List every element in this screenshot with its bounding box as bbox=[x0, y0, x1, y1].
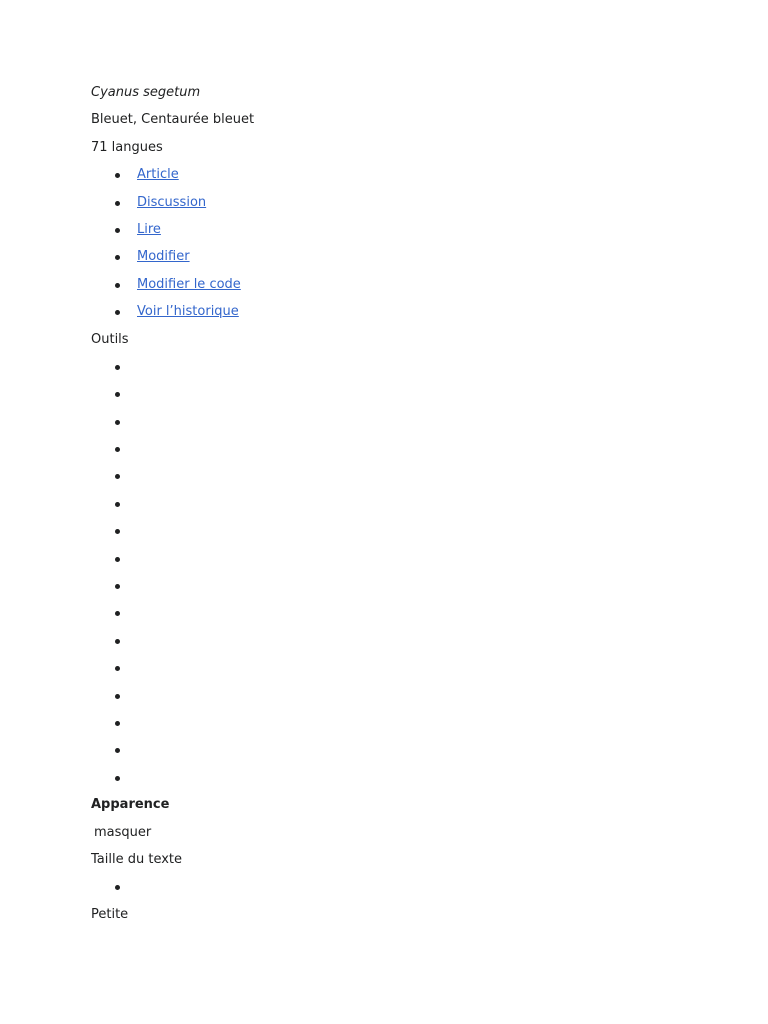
bullet-icon bbox=[115, 201, 120, 206]
text-size-option[interactable] bbox=[91, 878, 691, 905]
bullet-icon bbox=[115, 639, 120, 644]
tab-edit-source-link[interactable]: Modifier le code bbox=[137, 276, 241, 292]
text-size-label: Taille du texte bbox=[91, 851, 182, 867]
tab-read bbox=[91, 221, 691, 248]
tab-discussion bbox=[91, 194, 691, 221]
common-names: Bleuet, Centaurée bleuet bbox=[91, 112, 255, 128]
tab-edit-source bbox=[91, 276, 691, 303]
bullet-icon bbox=[115, 255, 120, 260]
hide-appearance-button[interactable]: masquer bbox=[94, 824, 152, 840]
languages-button[interactable]: 71 langues bbox=[91, 139, 163, 155]
text-size-value: Petite bbox=[91, 906, 129, 922]
bullet-icon bbox=[115, 420, 120, 425]
tools-item[interactable] bbox=[91, 358, 691, 385]
bullet-icon bbox=[115, 557, 120, 562]
tab-history bbox=[91, 303, 691, 330]
tab-edit-link[interactable]: Modifier bbox=[137, 249, 190, 265]
tools-item[interactable] bbox=[91, 413, 691, 440]
tools-item[interactable] bbox=[91, 550, 691, 577]
text-size-options bbox=[91, 878, 691, 905]
bullet-icon bbox=[115, 611, 120, 616]
bullet-icon bbox=[115, 694, 120, 699]
appearance-heading: Apparence bbox=[91, 797, 170, 813]
tools-item[interactable] bbox=[91, 632, 691, 659]
bullet-icon bbox=[115, 721, 120, 726]
page-tabs-list bbox=[91, 166, 691, 330]
tools-list bbox=[91, 358, 691, 796]
bullet-icon bbox=[115, 474, 120, 479]
bullet-icon bbox=[115, 584, 120, 589]
bullet-icon bbox=[115, 447, 120, 452]
tab-discussion-link[interactable]: Discussion bbox=[137, 194, 207, 210]
bullet-icon bbox=[115, 885, 120, 890]
tools-item[interactable] bbox=[91, 577, 691, 604]
tab-edit bbox=[91, 248, 691, 275]
page-content bbox=[91, 84, 691, 933]
tools-item[interactable] bbox=[91, 467, 691, 494]
tools-item[interactable] bbox=[91, 687, 691, 714]
tab-article-link[interactable]: Article bbox=[137, 167, 179, 183]
bullet-icon bbox=[115, 173, 120, 178]
tab-read-link[interactable]: Lire bbox=[137, 221, 161, 237]
tools-item[interactable] bbox=[91, 522, 691, 549]
tab-history-link[interactable]: Voir l’historique bbox=[137, 304, 239, 320]
bullet-icon bbox=[115, 502, 120, 507]
tools-label[interactable]: Outils bbox=[91, 331, 129, 347]
bullet-icon bbox=[115, 776, 120, 781]
tab-article bbox=[91, 166, 691, 193]
tools-item[interactable] bbox=[91, 769, 691, 796]
bullet-icon bbox=[115, 283, 120, 288]
bullet-icon bbox=[115, 310, 120, 315]
tools-item[interactable] bbox=[91, 714, 691, 741]
tools-item[interactable] bbox=[91, 604, 691, 631]
bullet-icon bbox=[115, 666, 120, 671]
tools-item[interactable] bbox=[91, 659, 691, 686]
bullet-icon bbox=[115, 392, 120, 397]
tools-item[interactable] bbox=[91, 495, 691, 522]
bullet-icon bbox=[115, 228, 120, 233]
tools-item[interactable] bbox=[91, 440, 691, 467]
species-name: Cyanus segetum bbox=[91, 85, 201, 100]
tools-item[interactable] bbox=[91, 385, 691, 412]
tools-item[interactable] bbox=[91, 741, 691, 768]
bullet-icon bbox=[115, 365, 120, 370]
bullet-icon bbox=[115, 529, 120, 534]
bullet-icon bbox=[115, 748, 120, 753]
